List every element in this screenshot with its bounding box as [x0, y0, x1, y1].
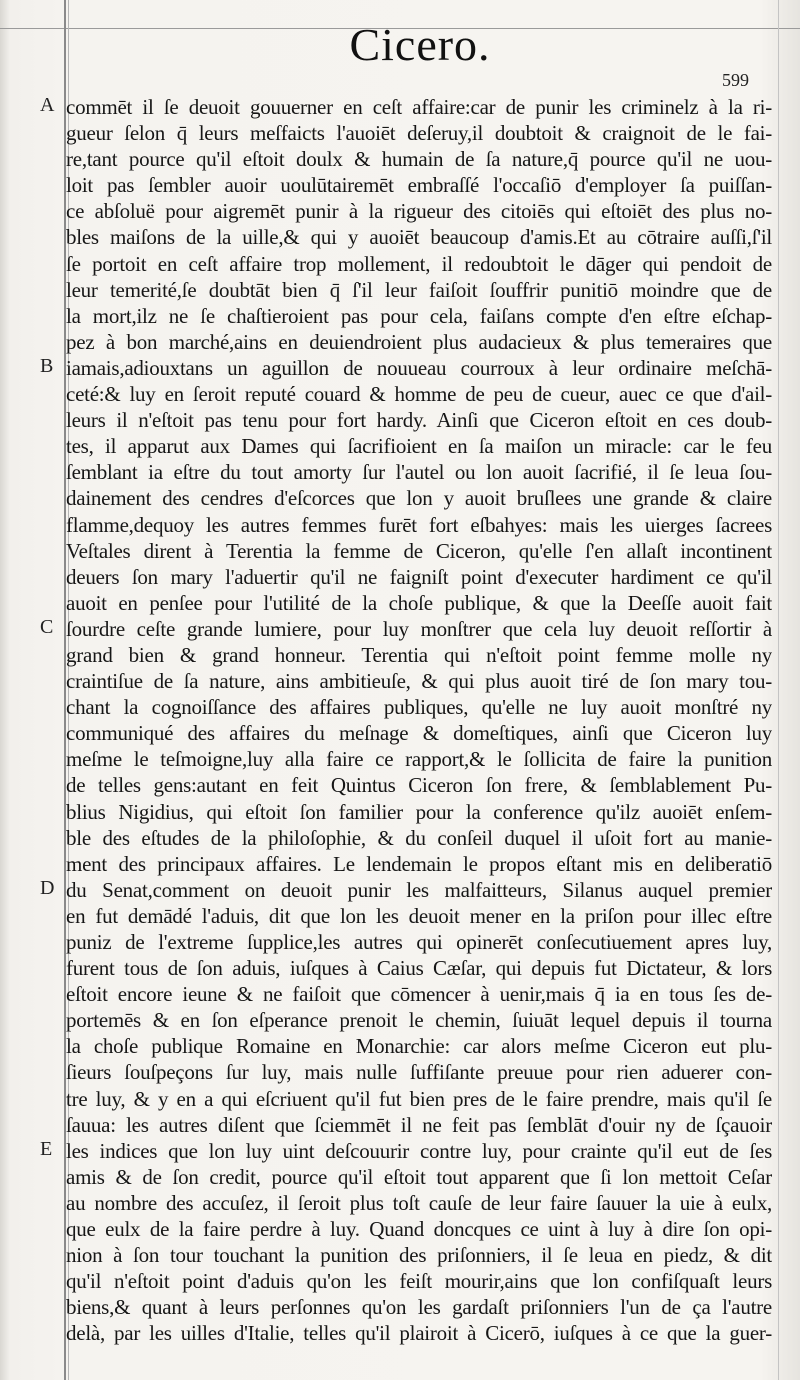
text-line: tre luy, & y en a qui eſcriuent qu'il fut bien pres de le faire prendre, mais qu'il ſe: [66, 1086, 772, 1111]
text-line: eſtoit encore ieune & ne faiſoit que cōmencer à uenir,mais q̄ ia en tous ſes de-: [66, 982, 772, 1007]
text-line: portemēs & en ſon eſperance prenoit le chemin, ſuiuāt lequel depuis il tourna: [66, 1008, 772, 1033]
text-line: qu'il n'eſtoit point d'aduis qu'on les feiſt mourir,ains que lon confiſquaſt leurs: [66, 1269, 772, 1294]
text-line: grand bien & grand honneur. Terentia qui n'eſtoit point femme molle ny: [66, 642, 772, 667]
section-marker: B: [40, 355, 54, 377]
text-line: les indices que lon luy uint deſcouurir contre luy, pour crainte qu'il eut de ſes: [66, 1138, 772, 1163]
text-line: re,tant pource qu'il eſtoit doulx & humain de ſa nature,q̄ pource qu'il ne uou-: [66, 147, 772, 172]
text-line: bles maiſons de la uille,& qui y auoiēt beaucoup d'amis.Et au cōtraire auſſi,ſ'il: [66, 225, 772, 250]
text-line: en fut demādé l'aduis, dit que lon les deuoit mener en la priſon pour illec eſtre: [66, 903, 772, 928]
body-text: [66, 94, 772, 1347]
text-line: dainement des cendres d'eſcorces que lon y auoit bruſlees une grande & claire: [66, 486, 772, 511]
text-line: amis & de ſon credit, pource qu'il eſtoit tout apparent que ſi lon mettoit Ceſar: [66, 1164, 772, 1189]
text-line: ble des eſtudes de la philoſophie, & du conſeil duquel il uſoit fort au manie-: [66, 825, 772, 850]
text-line: furent tous de ſon aduis, iuſques à Caius Cæſar, qui depuis fut Dictateur, & lors: [66, 956, 772, 981]
text-line: craintiſue de ſa nature, ains ambitieuſe, & qui plus auoit tiré de ſon mary tou-: [66, 669, 772, 694]
text-line: ſauua: les autres diſent que ſciemmēt il ne feit pas ſemblāt d'ouir ny de ſçauoir: [66, 1112, 772, 1137]
text-line: gueur ſelon q̄ leurs meſfaicts l'auoiēt deſeruy,il doubtoit & craignoit de le fai-: [66, 121, 772, 146]
text-line: ſourdre ceſte grande lumiere, pour luy monſtrer que cela luy deuoit reſſortir à: [66, 616, 772, 641]
text-line: flamme,dequoy les autres femmes furēt fort eſbahyes: mais les uierges ſacrees: [66, 512, 772, 537]
text-line: puniz de l'extreme ſupplice,les autres qui opinerēt conſecutiuement apres luy,: [66, 930, 772, 954]
text-line: biens,& quant à leurs perſonnes qu'on les gardaſt priſonniers l'un de ça l'autre: [66, 1295, 772, 1320]
text-line: du Senat,comment on deuoit punir les malfaitteurs, Silanus auquel premier: [66, 877, 772, 902]
text-line: commēt il ſe deuoit gouuerner en ceſt affaire:car de punir les criminelz à la ri-: [66, 95, 772, 119]
text-line: pez à bon marché,ains en deuiendroient plus audacieux & plus temeraires que: [66, 329, 772, 354]
text-line: de telles gens:autant en feit Quintus Ciceron ſon frere, & ſemblablement Pu-: [66, 773, 772, 798]
text-line: au nombre des accuſez, il ſeroit plus toſt cauſe de leur faire ſauuer la uie à eulx,: [66, 1190, 772, 1215]
text-line: que eulx de la faire perdre à luy. Quand doncques ce uint à luy à dire ſon opi-: [66, 1217, 772, 1242]
text-line: ceté:& luy en ſeroit reputé couard & homme de peu de cueur, auec ce que d'ail-: [66, 382, 772, 407]
text-line: auoit en penſee pour l'utilité de la choſe publique, & que la Deeſſe auoit fait: [66, 590, 772, 615]
text-line: ſieurs ſouſpeçons ſur luy, mais nulle ſuffiſante preuue pour rien aduerer con-: [66, 1060, 772, 1085]
page-number: 599: [722, 70, 749, 90]
section-marker: E: [40, 1138, 53, 1160]
running-title: Cicero.: [349, 19, 491, 70]
text-line: blius Nigidius, qui eſtoit ſon familier pour la conference qu'ilz auoiēt enſem-: [66, 799, 772, 824]
text-line: la choſe publique Romaine en Monarchie: car alors meſme Ciceron eut plu-: [66, 1034, 772, 1059]
text-line: loit pas ſembler auoir uoulūtairemēt embraſſé l'occaſiō d'employer ſa puiſſan-: [66, 173, 772, 198]
section-marker: C: [40, 616, 54, 638]
text-line: deuers ſon mary l'aduertir qu'il ne faigniſt point d'executer hardiment ce qu'il: [66, 564, 772, 589]
text-line: communiqué des affaires du meſnage & domeſtiques, ainſi que Ciceron luy: [66, 721, 772, 746]
text-line: chant la cognoiſſance des affaires publiques, qu'elle ne luy auoit monſtré ny: [66, 695, 772, 720]
text-line: la mort,ilz ne ſe chaſtieroient pas pour cela, faiſans compte d'en eſtre eſchap-: [66, 303, 772, 328]
text-line: nion à ſon tour touchant la punition des priſonniers, il ſe leua en piedz, & dit: [66, 1243, 772, 1268]
text-line: leurs il n'eſtoit pas tenu pour fort hardy. Ainſi que Ciceron eſtoit en ces doub-: [66, 408, 772, 433]
text-line: meſme le teſmoigne,luy alla faire ce rapport,& le ſollicita de faire la punition: [66, 747, 772, 772]
section-marker: D: [40, 877, 55, 899]
text-line: ce abſoluë pour aigremēt punir à la rigueur des citoiēs qui eſtoiēt des plus no-: [66, 199, 772, 224]
text-line: ſe portoit en ceſt affaire trop mollement, il redoubtoit le dāger qui pendoit de: [66, 251, 772, 276]
right-rule: [778, 0, 779, 1380]
text-line: tes, il apparut aux Dames qui ſacrifioient en ſa maiſon un miracle: car le feu: [66, 434, 772, 459]
text-line: delà, par les uilles d'Italie, telles qu'il plairoit à Cicerō, iuſques à ce que la guer-: [66, 1321, 772, 1346]
text-line: leur temerité,ſe doubtāt bien q̄ ſ'il leur faiſoit ſouffrir punitiō moindre que de: [66, 277, 772, 302]
text-line: iamais,adiouxtans un aguillon de nouueau courroux à leur ordinaire meſchā-: [66, 355, 772, 380]
section-marker: A: [40, 94, 55, 116]
text-line: ſemblant ia eſtre du tout amorty ſur l'autel ou lon auoit ſacrifié, il ſe leua ſou-: [66, 460, 772, 485]
text-line: ment des principaux affaires. Le lendemain le propos eſtant mis en deliberatiō: [66, 851, 772, 876]
text-line: Veſtales dirent à Terentia la femme de Ciceron, qu'elle ſ'en allaſt incontinent: [66, 538, 772, 563]
